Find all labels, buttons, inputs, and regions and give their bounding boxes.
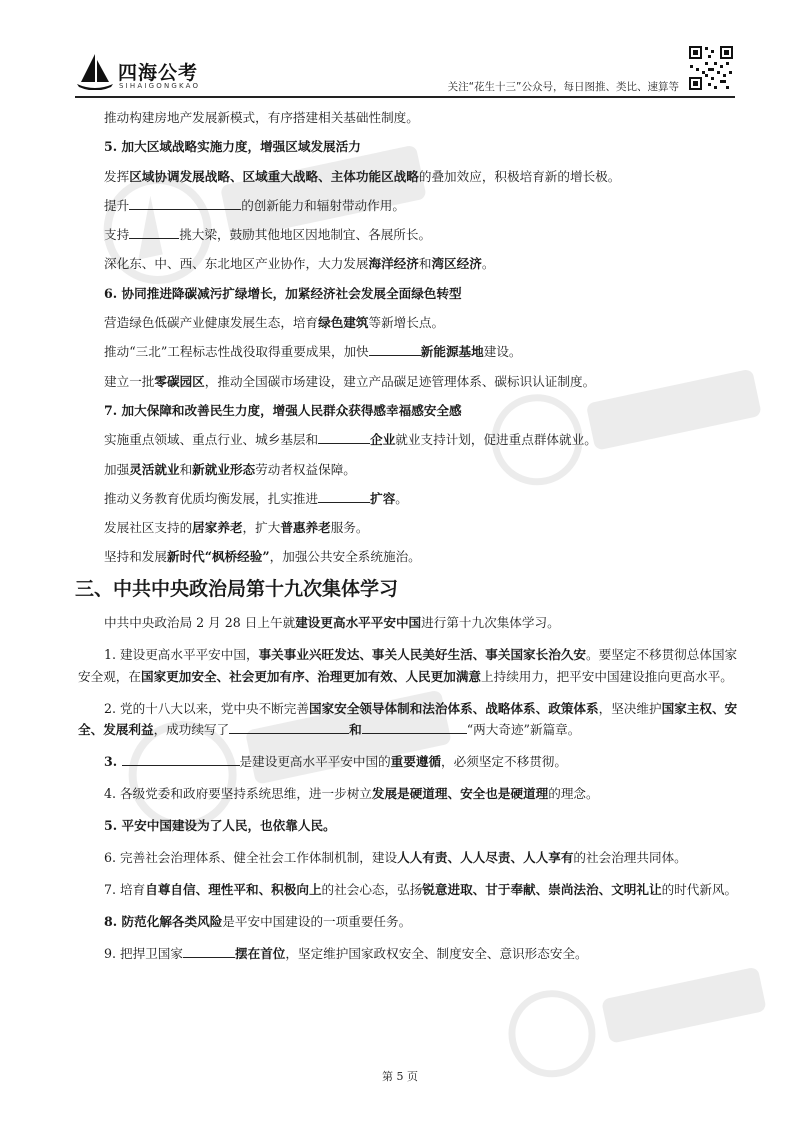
emphasis-text: 湾区经济 xyxy=(431,256,482,272)
paragraph-text xyxy=(78,751,738,773)
text-segment: 发展社区支持的 xyxy=(104,520,193,536)
emphasis-text: 新时代“枫桥经验” xyxy=(166,549,270,565)
paragraph xyxy=(78,783,738,805)
emphasis-text: 新能源基地 xyxy=(420,344,484,360)
paragraph-text xyxy=(78,644,738,687)
fill-in-blank[interactable] xyxy=(129,196,241,210)
text-segment: 推动构建房地产发展新模式，有序搭建相关基础性制度。 xyxy=(104,110,419,125)
text-segment: 的社会治理共同体。 xyxy=(573,850,687,866)
paragraph xyxy=(78,644,738,687)
paragraph xyxy=(78,943,738,965)
emphasis-text: 人人有责、人人尽责、人人享有 xyxy=(397,850,574,866)
text-segment: 加强 xyxy=(104,461,130,477)
emphasis-text: 锐意进取、甘于奉献、崇尚法治、文明礼让 xyxy=(422,882,662,898)
paragraph xyxy=(78,847,738,869)
list-item xyxy=(78,430,738,450)
text-segment: ，坚决维护 xyxy=(598,700,662,716)
fill-in-blank[interactable] xyxy=(122,752,240,766)
paragraph-text xyxy=(78,612,738,634)
emphasis-text: 5. 加大区域战略实施力度，增强区域发展活力 xyxy=(104,139,361,155)
list-item xyxy=(78,167,738,187)
text-segment: 发挥 xyxy=(104,168,130,184)
emphasis-text: 国家更加安全、社会更加有序、治理更加有效、人民更加满意 xyxy=(140,668,481,684)
emphasis-text: 发展是硬道理、安全也是硬道理 xyxy=(371,786,549,802)
text-segment: 的创新能力和辐射带动作用。 xyxy=(241,197,405,213)
list-item xyxy=(78,108,738,128)
emphasis-text: 企业 xyxy=(370,432,396,448)
topic-list xyxy=(78,108,738,567)
fill-in-blank[interactable] xyxy=(369,342,421,356)
text-segment: 进行第十九次集体学习。 xyxy=(421,615,560,631)
text-segment: 和 xyxy=(179,461,193,477)
emphasis-text: 3. xyxy=(104,754,122,770)
emphasis-text: 和 xyxy=(349,722,362,738)
text-segment: 就业支持计划，促进重点群体就业。 xyxy=(395,432,597,448)
text-segment: 2. 党的十八大以来，党中央不断完善 xyxy=(104,700,309,716)
header-tagline: 关注“花生十三”公众号，每日图推、类比、速算等 xyxy=(447,81,679,93)
emphasis-text: 灵活就业 xyxy=(129,461,180,477)
document-body xyxy=(75,108,738,965)
list-item xyxy=(78,460,738,480)
section-heading: 三、中共中央政治局第十九次集体学习 xyxy=(75,578,399,601)
page-header xyxy=(75,40,735,98)
emphasis-text: 5. 平安中国建设为了人民，也依靠人民。 xyxy=(104,818,336,834)
logo xyxy=(75,52,215,96)
text-segment: ，坚定维护国家政权安全、制度安全、意识形态安全。 xyxy=(285,946,588,962)
text-segment: ，推动全国碳市场建设，建立产品碳足迹管理体系、碳标识认证制度。 xyxy=(204,373,596,389)
emphasis-text: 重要遵循 xyxy=(390,754,442,770)
emphasis-text: 居家养老 xyxy=(192,520,243,536)
fill-in-blank[interactable] xyxy=(229,720,349,734)
fill-in-blank[interactable] xyxy=(183,944,235,958)
text-segment: ，扩大 xyxy=(242,520,281,536)
logo-text: 四海公考 xyxy=(118,62,199,84)
text-segment: 上持续用力，把平安中国建设推向更高水平。 xyxy=(481,668,733,684)
fill-in-blank[interactable] xyxy=(362,720,467,734)
text-segment: 劳动者权益保障。 xyxy=(255,461,356,477)
paragraph-text xyxy=(78,943,738,965)
subsection-heading xyxy=(78,284,738,304)
text-segment: 实施重点领域、重点行业、城乡基层和 xyxy=(104,432,319,448)
paragraph-text xyxy=(78,911,738,933)
list-item xyxy=(78,254,738,274)
emphasis-text: 6. 协同推进降碳减污扩绿增长，加紧经济社会发展全面绿色转型 xyxy=(104,285,462,301)
emphasis-text: 事关事业兴旺发达、事关人民美好生活、事关国家长治久安 xyxy=(258,647,586,663)
paragraph xyxy=(78,612,738,634)
text-segment: 4. 各级党委和政府要坚持系统思维，进一步树立 xyxy=(104,786,372,802)
text-segment: 的理念。 xyxy=(548,786,599,802)
list-item xyxy=(78,313,738,333)
subsection-heading xyxy=(78,137,738,157)
text-segment: 支持 xyxy=(104,227,130,243)
paragraph xyxy=(78,879,738,901)
list-item xyxy=(78,489,738,509)
text-segment: ，必须坚定不移贯彻。 xyxy=(441,754,567,770)
text-segment: 建设。 xyxy=(483,344,522,360)
text-segment: 的叠加效应，积极培育新的增长极。 xyxy=(418,168,621,184)
list-item xyxy=(78,196,738,216)
emphasis-text: 海洋经济 xyxy=(368,256,419,272)
text-segment: 中共中央政治局 2 月 28 日上午就 xyxy=(104,615,296,631)
paragraph-text xyxy=(78,815,738,837)
list-item xyxy=(78,225,738,245)
page-number: 第 5 页 xyxy=(382,1070,418,1083)
text-segment: “两大奇迹”新篇章。 xyxy=(466,722,581,738)
emphasis-text: 区域协调发展战略、区域重大战略、主体功能区战略 xyxy=(129,168,419,184)
text-segment: 等新增长点。 xyxy=(368,315,445,331)
text-segment: 是建设更高水平平安中国的 xyxy=(239,754,391,770)
subsection-heading xyxy=(78,401,738,421)
text-segment: 7. 培育 xyxy=(104,882,146,898)
emphasis-text: 7. 加大保障和改善民生力度，增强人民群众获得感幸福感安全感 xyxy=(104,402,462,418)
emphasis-text: 国家安全领导体制和法治体系、战略体系、政策体系 xyxy=(308,700,599,716)
paragraph-text xyxy=(78,879,738,901)
emphasis-text: 普惠养老 xyxy=(280,520,331,536)
text-segment: 服务。 xyxy=(330,520,369,536)
emphasis-text: 自尊自信、理性平和、积极向上 xyxy=(145,882,322,898)
emphasis-text: 新就业形态 xyxy=(192,461,256,477)
emphasis-text: 国家主权、安全、发展利益 xyxy=(78,700,738,738)
text-segment: 。 xyxy=(481,256,495,272)
paragraph xyxy=(78,751,738,773)
paragraph-text xyxy=(78,783,738,805)
text-segment: ，加强公共安全系统施治。 xyxy=(269,549,421,565)
text-segment: 的时代新风。 xyxy=(661,882,738,898)
qr-code-icon xyxy=(687,44,735,92)
study-points xyxy=(78,612,738,965)
text-segment: 营造绿色低碳产业健康发展生态，培育 xyxy=(104,315,319,331)
emphasis-text: 摆在首位 xyxy=(235,946,286,962)
text-segment: 推动“三北”工程标志性战役取得重要成果，加快 xyxy=(104,344,369,360)
emphasis-text: 零碳园区 xyxy=(154,373,205,389)
sailboat-logo-icon xyxy=(75,52,115,90)
text-segment: 。 xyxy=(395,490,408,506)
text-segment: 是平安中国建设的一项重要任务。 xyxy=(222,914,412,930)
text-segment: 和 xyxy=(418,256,432,272)
fill-in-blank[interactable] xyxy=(318,430,370,444)
emphasis-text: 8. 防范化解各类风险 xyxy=(104,914,223,930)
emphasis-text: 绿色建筑 xyxy=(318,315,369,331)
paragraph xyxy=(78,698,738,741)
fill-in-blank[interactable] xyxy=(318,489,370,503)
logo-subtitle: SIHAIGONGKAO xyxy=(119,82,201,90)
emphasis-text: 建设更高水平平安中国 xyxy=(295,615,422,631)
list-item xyxy=(78,547,738,567)
text-segment: 挑大梁，鼓励其他地区因地制宜、各展所长。 xyxy=(179,227,432,243)
paragraph xyxy=(78,911,738,933)
text-segment: 1. 建设更高水平平安中国， xyxy=(104,647,259,663)
text-segment: 。要坚定不移贯彻总体国家安全观，在 xyxy=(78,647,738,684)
list-item xyxy=(78,518,738,538)
list-item xyxy=(78,372,738,392)
paragraph-text xyxy=(78,847,738,869)
text-segment: 的社会心态，弘扬 xyxy=(321,882,423,898)
text-segment: 6. 完善社会治理体系、健全社会工作体制机制，建设 xyxy=(104,850,398,866)
text-segment: 推动义务教育优质均衡发展，扎实推进 xyxy=(104,490,319,506)
text-segment: 深化东、中、西、东北地区产业协作，大力发展 xyxy=(104,256,369,272)
text-segment: 提升 xyxy=(104,197,130,213)
emphasis-text: 扩容 xyxy=(370,490,396,506)
text-segment: 9. 把捍卫国家 xyxy=(104,946,183,962)
text-segment: 坚持和发展 xyxy=(104,549,167,565)
text-segment: 建立一批 xyxy=(104,373,155,389)
text-segment: ，成功续写了 xyxy=(153,722,230,738)
paragraph-text xyxy=(78,698,738,741)
header-divider xyxy=(75,96,735,98)
paragraph xyxy=(78,815,738,837)
fill-in-blank[interactable] xyxy=(129,225,179,239)
list-item xyxy=(78,342,738,362)
